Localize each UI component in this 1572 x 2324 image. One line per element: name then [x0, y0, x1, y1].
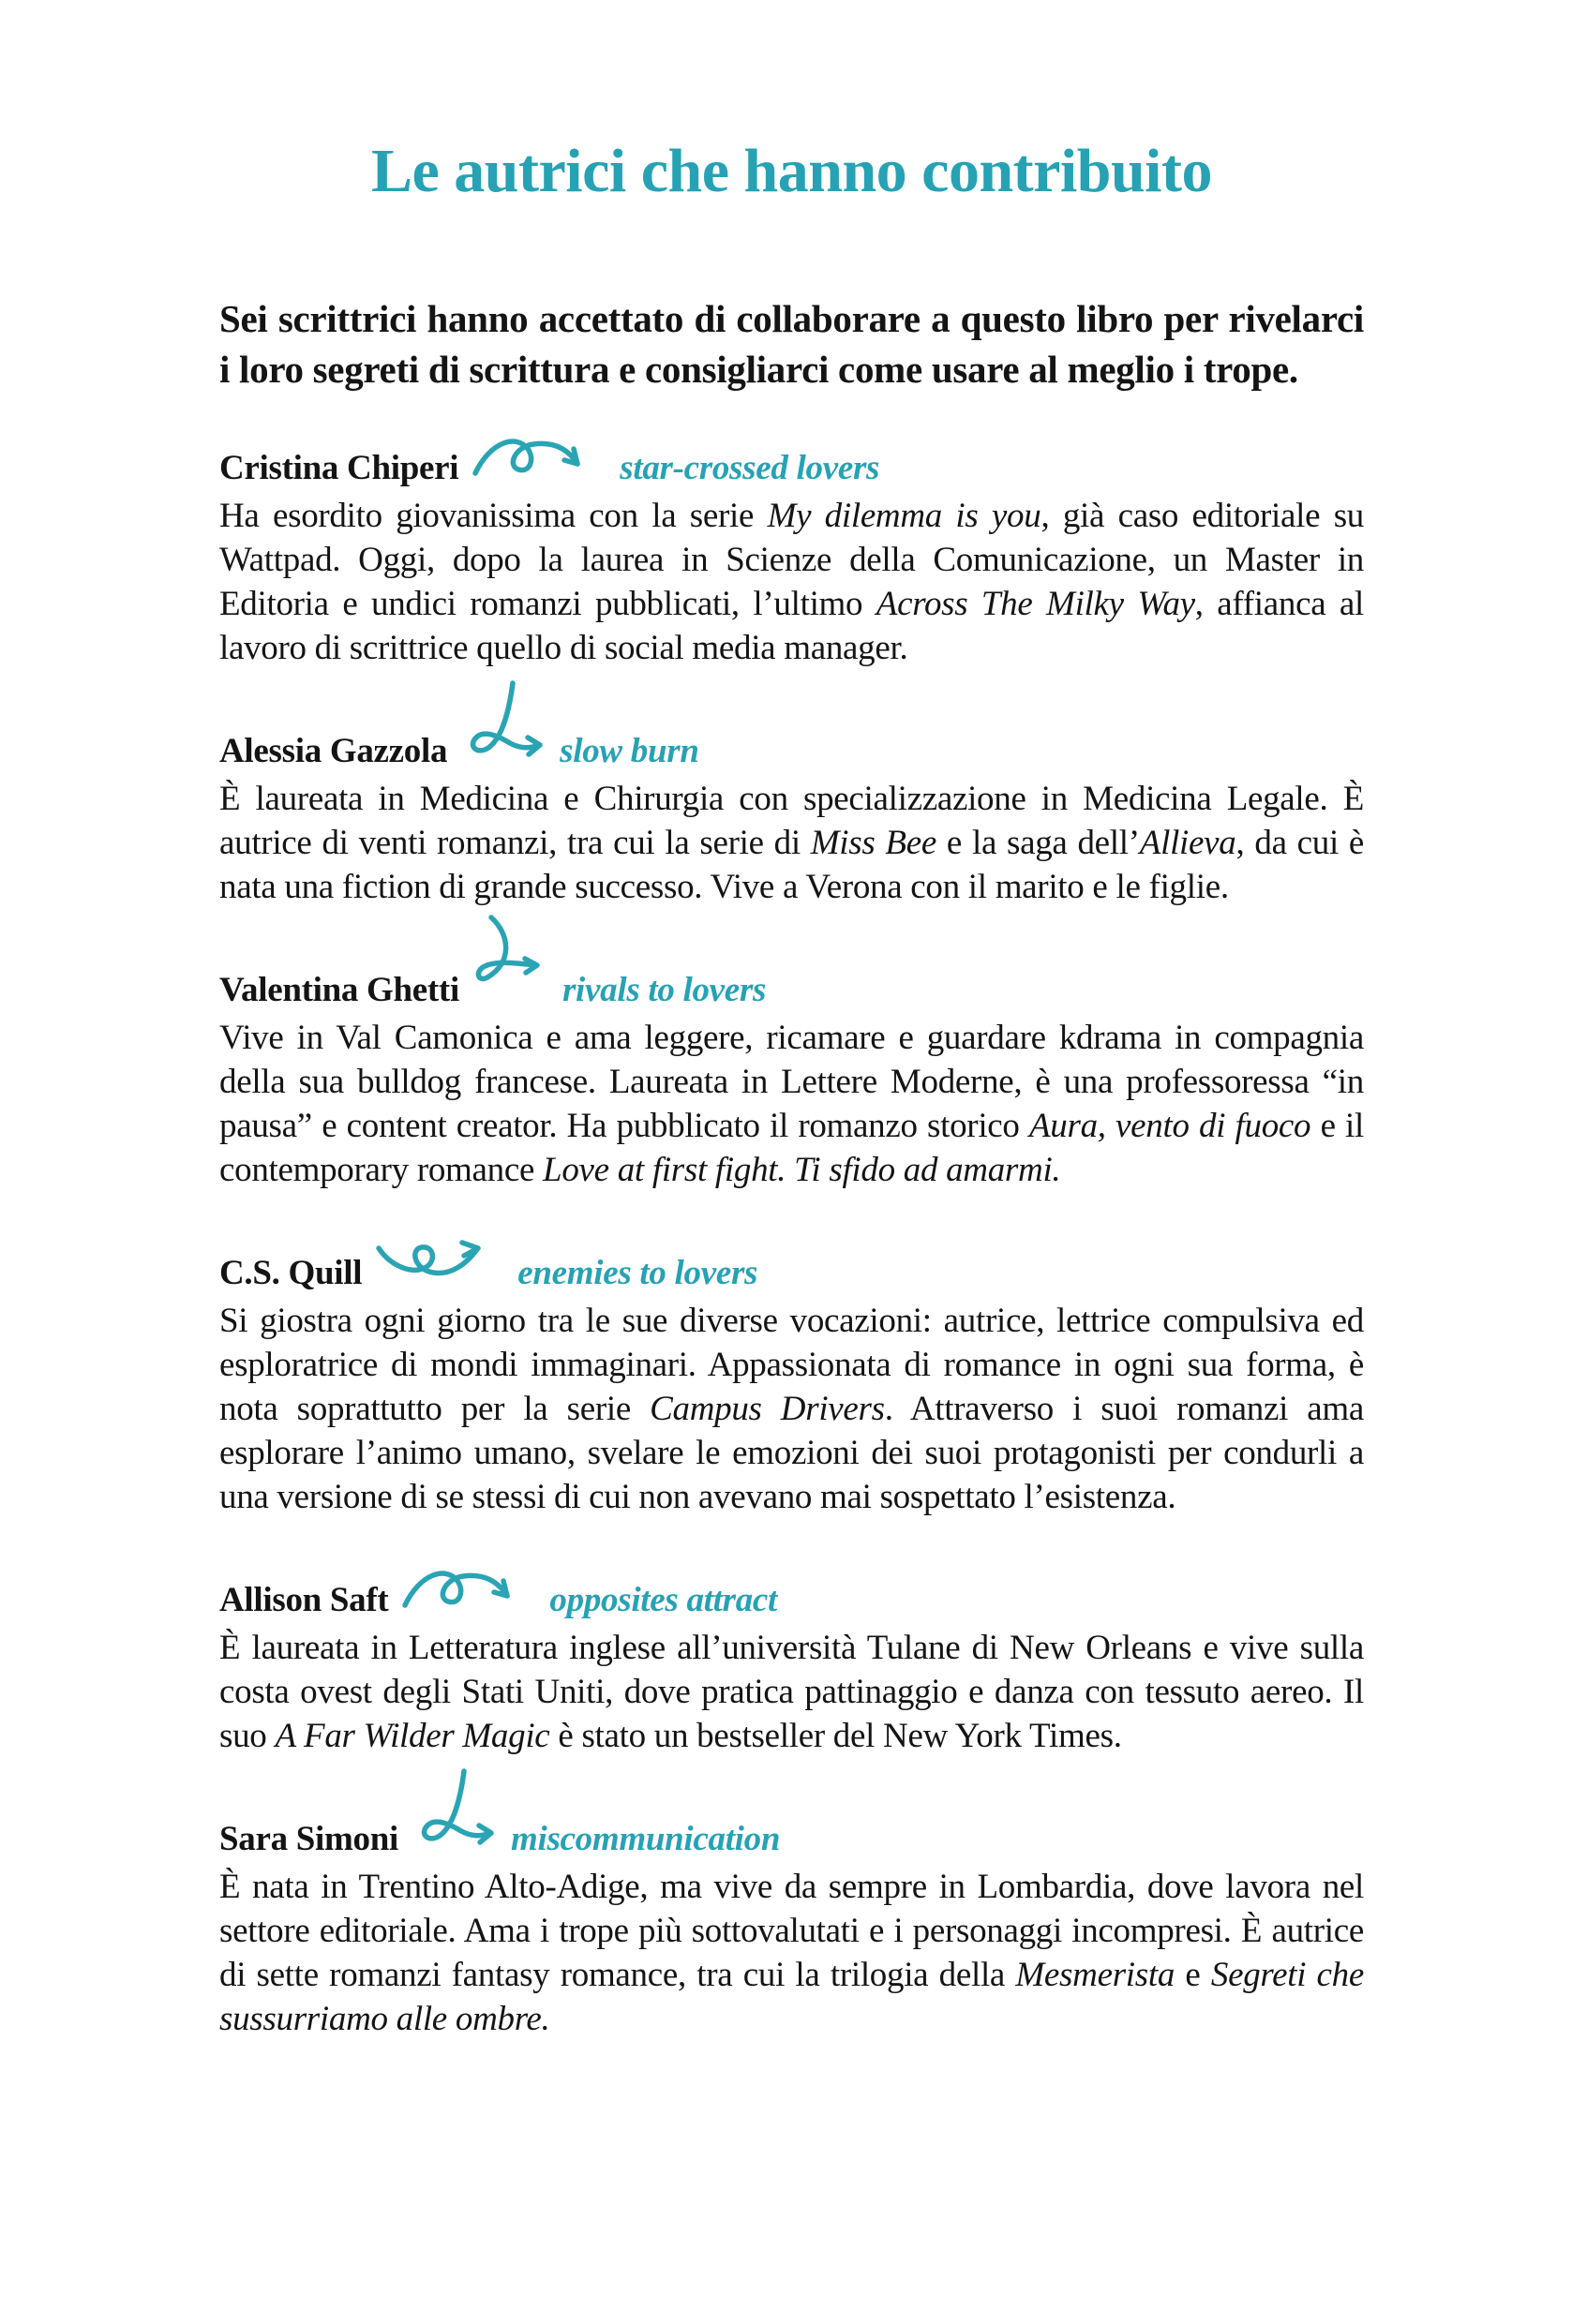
- book-title: My dilemma is you: [767, 497, 1041, 536]
- bio-text-segment: Vive in Val Camonica e ama leggere, ricamare e guardare kdrama in compagnia della sua bulldog francese. Laureata in Lettere Moderne, è una professoressa “in pausa” e content creator. Ha pubblicato il romanzo storico: [219, 1019, 1364, 1146]
- author-heading: [219, 441, 1364, 488]
- wave-loop-arrow-up-right-icon: [375, 1246, 508, 1284]
- bio-text-segment: e la saga dell’: [936, 824, 1140, 863]
- trope-label: miscommunication: [511, 1820, 781, 1859]
- bio-text-segment: Ha esordito giovanissima con la serie: [219, 497, 768, 536]
- intro-paragraph: Sei scrittrici hanno accettato di collaborare a questo libro per rivelarci i loro segreti di scrittura e consigliarci come usare al meglio i trope.: [219, 297, 1364, 392]
- author-block: [219, 724, 1364, 909]
- author-block: [219, 1812, 1364, 2041]
- book-title: Campus Drivers: [650, 1390, 885, 1429]
- author-bio: [219, 1626, 1364, 1758]
- author-block: [219, 1573, 1364, 1758]
- bio-text-segment: e: [1175, 1956, 1211, 1995]
- swirl-loop-arrow-down-right-icon: [472, 441, 610, 479]
- author-heading: [219, 963, 1364, 1010]
- book-title: Across The Milky Way: [876, 585, 1195, 624]
- author-heading: [219, 724, 1364, 771]
- book-title: Segreti che sussurriamo alle ombre.: [219, 1956, 1364, 2039]
- trope-label: star-crossed lovers: [620, 449, 880, 488]
- trope-label: opposites attract: [549, 1581, 778, 1620]
- author-heading: [219, 1573, 1364, 1620]
- author-bio: [219, 494, 1364, 670]
- hook-loop-arrow-right-icon: [412, 1812, 502, 1850]
- bio-text-segment: È laureata in Letteratura inglese all’università Tulane di New Orleans e vive sulla costa ovest degli Stati Uniti, dove pratica pattinaggio e danza con tessuto aereo. Il suo: [219, 1629, 1364, 1756]
- bio-text-segment: , già caso editoriale su Wattpad. Oggi, dopo la laurea in Scienze della Comunicazione, un Master in Editoria e undici romanzi pubblicati, l’ultimo: [219, 497, 1364, 624]
- author-heading: [219, 1246, 1364, 1293]
- bio-text-segment: e il contemporary romance: [219, 1107, 1365, 1190]
- bio-text-segment: Si giostra ogni giorno tra le sue diverse vocazioni: autrice, lettrice compulsiva ed esploratrice di mondi immaginari. Appassionata di romance in ogni sua forma, è nota soprattutto per la serie: [219, 1302, 1364, 1429]
- author-heading: [219, 1812, 1364, 1859]
- author-block: [219, 441, 1364, 670]
- author-name: Alessia Gazzola: [219, 732, 448, 771]
- author-name: Valentina Ghetti: [219, 971, 459, 1010]
- author-name: Cristina Chiperi: [219, 449, 459, 488]
- bio-text-segment: , da cui è nata una fiction di grande successo. Vive a Verona con il marito e le figlie.: [219, 824, 1364, 907]
- book-title: Mesmerista: [1015, 1956, 1175, 1995]
- trope-label: enemies to lovers: [517, 1254, 758, 1293]
- book-title: Miss Bee: [810, 824, 936, 863]
- bio-text-segment: , affianca al lavoro di scrittrice quello di social media manager.: [219, 585, 1365, 668]
- author-name: C.S. Quill: [219, 1254, 363, 1293]
- author-bio: [219, 777, 1364, 909]
- trope-label: rivals to lovers: [561, 971, 767, 1010]
- author-bio: [219, 1299, 1364, 1519]
- book-title: Allieva: [1139, 824, 1236, 863]
- bio-text-segment: . Attraverso i suoi romanzi ama esplorare l’animo umano, svelare le emozioni dei suoi protagonisti per condurli a una versione di se stessi di cui non avevano mai sospettato l’esistenza.: [219, 1390, 1364, 1517]
- author-block: [219, 1246, 1364, 1519]
- bio-text-segment: È laureata in Medicina e Chirurgia con specializzazione in Medicina Legale. È autrice di venti romanzi, tra cui la serie di: [219, 780, 1364, 863]
- author-name: Allison Saft: [219, 1581, 389, 1620]
- book-title: A Far Wilder Magic: [275, 1717, 550, 1756]
- bio-text-segment: è stato un bestseller del New York Times.: [549, 1717, 1122, 1756]
- book-title: Aura, vento di fuoco: [1028, 1107, 1311, 1146]
- author-bio: [219, 1016, 1364, 1192]
- ribbon-cross-arrow-right-icon: [472, 963, 553, 1001]
- bio-text-segment: È nata in Trentino Alto-Adige, ma vive da sempre in Lombardia, dove lavora nel settore editoriale. Ama i trope più sottovalutati e i personaggi incompresi. È autrice di sette romanzi fantasy romance, tra cui la trilogia della: [219, 1868, 1364, 1995]
- author-block: [219, 963, 1364, 1192]
- swirl-loop-arrow-down-right-icon: [401, 1573, 540, 1611]
- trope-label: slow burn: [560, 732, 699, 771]
- page-title: Le autrici che hanno contribuito: [370, 137, 1212, 205]
- hook-loop-arrow-right-icon: [460, 724, 550, 762]
- book-title: Love at first fight. Ti sfido ad amarmi.: [543, 1151, 1061, 1190]
- author-name: Sara Simoni: [219, 1820, 398, 1859]
- author-bio: [219, 1865, 1364, 2041]
